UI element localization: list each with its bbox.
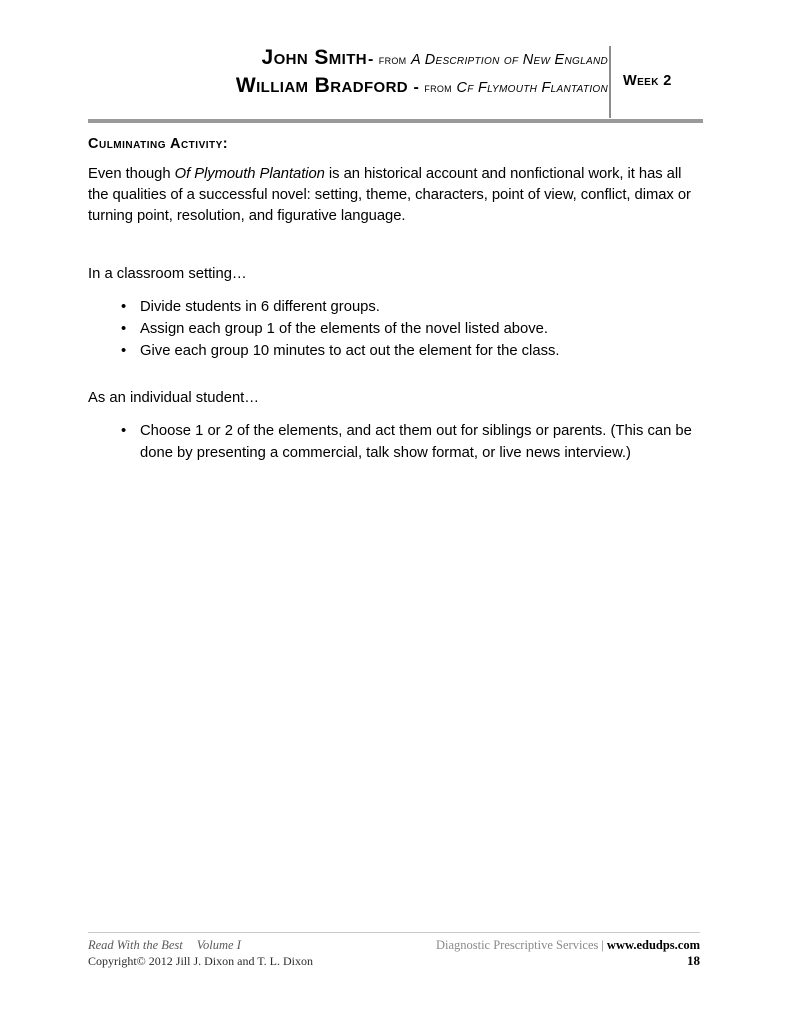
bullet-point-icon: • — [121, 423, 127, 440]
bullet-point-icon: • — [121, 299, 127, 315]
page-number: 18 — [687, 953, 700, 968]
spacer-before-classroom-list — [88, 285, 702, 297]
header-title-block — [88, 44, 612, 100]
list-item-text: Assign each group 1 of the elements of the novel listed above. — [140, 321, 548, 338]
list-item-text: Divide students in 6 different groups. — [140, 299, 380, 315]
week-label: Week 2 — [623, 73, 672, 89]
header-vertical-divider — [609, 46, 611, 118]
document-footer — [88, 936, 700, 968]
header-dash-separator-1: - — [368, 51, 374, 68]
footer-horizontal-rule — [88, 932, 700, 933]
work-title-a-description-of-new-england: A Description of New England — [410, 52, 608, 68]
footer-copyright-text: Copyright© 2012 Jill J. Dixon and T. L. Dixon — [88, 954, 314, 968]
footer-website-link[interactable]: www.edudps.com — [606, 938, 700, 952]
intro-paragraph-book-title: Of Plymouth Plantation — [174, 166, 325, 182]
header-dash-separator-2: - — [413, 79, 419, 97]
header-from-label-2: from — [424, 81, 452, 96]
list-item-text: Give each group 10 minutes to act out the element for the class. — [140, 343, 560, 360]
individual-bullet-list — [88, 421, 702, 463]
spacer-before-individual-section — [88, 363, 702, 388]
footer-copyright-block — [88, 952, 313, 970]
week-indicator — [623, 44, 703, 118]
classroom-bullet-list — [88, 297, 702, 362]
footer-row-bottom — [88, 952, 700, 968]
list-item — [88, 341, 702, 362]
section-heading-culminating-activity: Culminating Activity: — [88, 136, 229, 152]
document-body — [88, 136, 702, 465]
header-from-label-1: from — [378, 53, 407, 67]
intro-paragraph — [88, 164, 702, 227]
intro-paragraph-after-title: is an historical account and nonfictional work, it has all the qualities of a successful novel: setting, theme, characters, point of view, conflict, dimax or turning point, resolution, and figurative language. — [88, 166, 691, 224]
list-item — [88, 421, 702, 463]
footer-service-name: Diagnostic Prescriptive Services — [435, 938, 599, 952]
bullet-point-icon: • — [121, 321, 127, 338]
footer-row-top — [88, 936, 700, 952]
header-line-john-smith — [88, 44, 608, 72]
intro-paragraph-before-title: Even though — [88, 166, 175, 182]
list-item — [88, 297, 702, 318]
spacer-before-individual-list — [88, 409, 702, 421]
footer-page-number-block — [687, 952, 700, 970]
header-line-william-bradford — [88, 72, 608, 100]
header-horizontal-rule — [88, 119, 703, 123]
author-name-john-smith: John Smith — [261, 46, 367, 69]
footer-volume: Volume I — [196, 938, 241, 952]
list-item — [88, 319, 702, 340]
individual-lead-in: As an individual student… — [88, 390, 260, 407]
document-header — [88, 44, 703, 118]
classroom-lead-in: In a classroom setting… — [88, 266, 247, 282]
bullet-point-icon: • — [121, 343, 127, 360]
footer-series-title: Read With the Best — [88, 938, 183, 952]
footer-separator: | — [601, 938, 604, 952]
author-name-william-bradford: William Bradford — [235, 74, 409, 98]
work-title-of-plymouth-plantation: Cf Flymouth Flantation — [456, 80, 608, 97]
spacer-after-intro — [88, 227, 702, 264]
list-item-text: Choose 1 or 2 of the elements, and act them out for siblings or parents. (This can be done by presenting a commercial, talk show format, or live news interview.) — [140, 423, 692, 461]
